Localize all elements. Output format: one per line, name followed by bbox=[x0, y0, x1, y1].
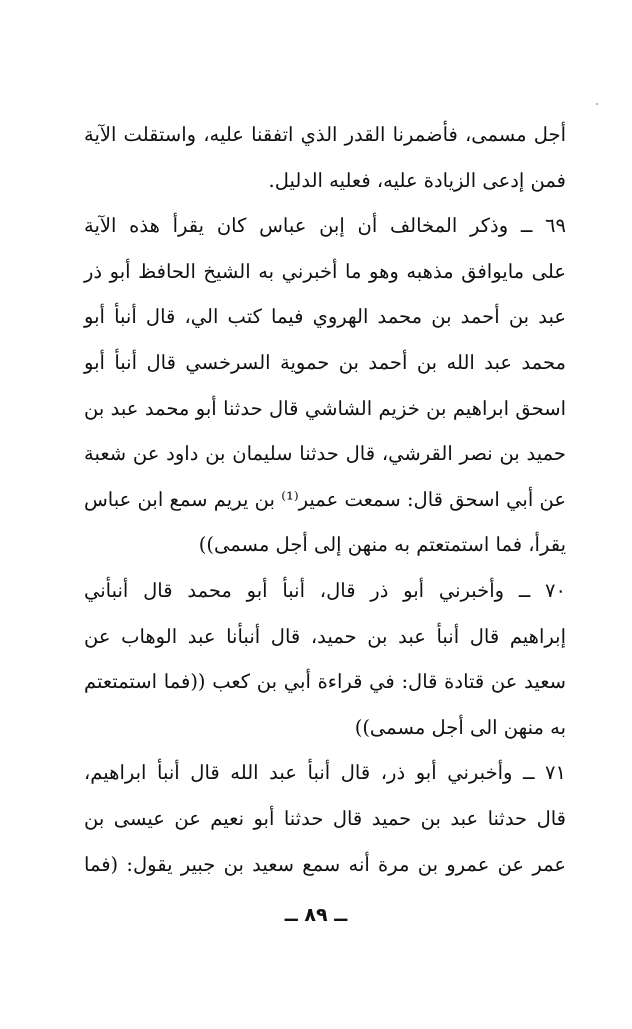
text-line: ٧١ ــ وأخبرني أبو ذر، قال أنبأ عبد الله قال أنبأ ابراهيم، bbox=[84, 761, 566, 785]
text-line: محمد عبد الله بن أحمد بن حموية السرخسي قال أنبأ أبو bbox=[84, 350, 566, 374]
text-line: إبراهيم قال أنبأ عبد بن حميد، قال أنبأنا عبد الوهاب عن bbox=[84, 624, 566, 648]
page-number: ــ ٨٩ ــ bbox=[284, 904, 348, 926]
text-line: حميد بن نصر القرشي، قال حدثنا سليمان بن داود عن شعبة bbox=[84, 442, 566, 466]
text-line: يقرأ، فما استمتعتم به منهن إلى أجل مسمى)) bbox=[198, 533, 566, 557]
text-line: قال حدثنا عبد بن حميد قال حدثنا أبو نعيم عن عيسى بن bbox=[84, 806, 566, 830]
text-line: عبد بن أحمد بن محمد الهروي فيما كتب الي، قال أنبأ أبو bbox=[84, 305, 566, 329]
body-text bbox=[84, 112, 566, 887]
text-line: به منهن الى أجل مسمى)) bbox=[354, 715, 566, 739]
text-line: اسحق ابراهيم بن خزيم الشاشي قال حدثنا أبو محمد عبد بن bbox=[84, 396, 566, 420]
text-line: ٧٠ ــ وأخبرني أبو ذر قال، أنبأ أبو محمد قال أنبأني bbox=[84, 578, 566, 602]
text-line: أجل مسمى، فأضمرنا القدر الذي اتفقنا عليه، واستقلت الآية bbox=[84, 123, 566, 146]
text-line: سعيد عن قتادة قال: في قراءة أبي بن كعب ((فما استمتعتم bbox=[84, 670, 566, 694]
text-line: ٦٩ ــ وذكر المخالف أن إبن عباس كان يقرأ هذه الآية bbox=[84, 214, 566, 238]
text-line: على مايوافق مذهبه وهو ما أخبرني به الشيخ الحافظ أبو ذر bbox=[84, 259, 566, 283]
text-line: عن أبي اسحق قال: سمعت عمير⁽¹⁾ بن يريم سمع ابن عباس bbox=[84, 487, 567, 511]
text-line: فمن إدعى الزيادة عليه، فعليه الدليل. bbox=[268, 168, 566, 192]
scan-speck bbox=[596, 103, 598, 105]
text-line: عمر عن عمرو بن مرة أنه سمع سعيد بن جبير يقول: (فما bbox=[84, 852, 566, 876]
